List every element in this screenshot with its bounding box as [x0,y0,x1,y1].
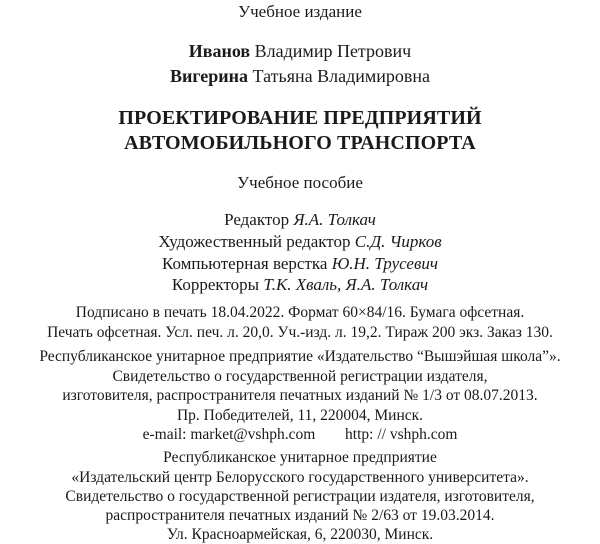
credit-art-editor-person: С.Д. Чирков [354,232,442,251]
author-1-surname: Иванов [188,41,251,61]
author-2-surname: Вигерина [169,66,249,86]
book-title-line-2: АВТОМОБИЛЬНОГО ТРАНСПОРТА [124,132,476,154]
credit-editor-role: Редактор [224,210,290,229]
author-1-name: Владимир Петрович [254,41,412,61]
contact-web: http: // vshph.com [345,426,458,443]
print-info-line-2: Печать офсетная. Усл. печ. л. 20,0. Уч.-изд. л. 19,2. Тираж 200 экз. Заказ 130. [47,324,553,341]
credit-proofreaders [0,276,600,293]
print-info-line-1: Подписано в печать 18.04.2022. Формат 60×84/16. Бумага офсетная. [75,304,525,321]
credit-layout-role: Компьютерная верстка [162,254,328,273]
publisher-line-3: изготовителя, распространителя печатных изданий № 1/3 от 08.07.2013. [62,387,538,404]
contacts-line [0,427,600,443]
credit-art-editor-role: Художественный редактор [158,232,351,251]
credit-layout-person: Ю.Н. Трусевич [331,254,438,273]
edition-type: Учебное издание [238,2,362,21]
credit-editor-person: Я.А. Толкач [293,210,376,229]
book-type: Учебное пособие [237,173,363,192]
publisher-line-1: Республиканское унитарное предприятие «Издательство “Вышэйшая школа”». [39,348,561,365]
author-line-1 [0,42,600,60]
publisher-line-2: Свидетельство о государственной регистрации издателя, [112,368,488,385]
author-line-2 [0,67,600,85]
book-title-line-1: ПРОЕКТИРОВАНИЕ ПРЕДПРИЯТИЙ [118,107,482,129]
printer-line-1: Республиканское унитарное предприятие [163,449,437,466]
credit-proofreaders-role: Корректоры [171,275,260,294]
printer-line-2: «Издательский центр Белорусского государственного университета». [71,469,529,486]
publisher-line-4: Пр. Победителей, 11, 220004, Минск. [176,407,424,424]
printer-line-5: Ул. Красноармейская, 6, 220030, Минск. [166,526,434,543]
credit-editor [0,211,600,228]
credit-proofreaders-person: Т.К. Хваль, Я.А. Толкач [263,275,429,294]
credit-art-editor [0,233,600,250]
contact-email: e-mail: market@vshph.com [142,426,316,443]
printer-line-4: распространителя печатных изданий № 2/63 от 19.03.2014. [105,507,495,524]
author-2-name: Татьяна Владимировна [252,66,431,86]
printer-line-3: Свидетельство о государственной регистрации издателя, изготовителя, [65,488,535,505]
credit-layout [0,255,600,272]
